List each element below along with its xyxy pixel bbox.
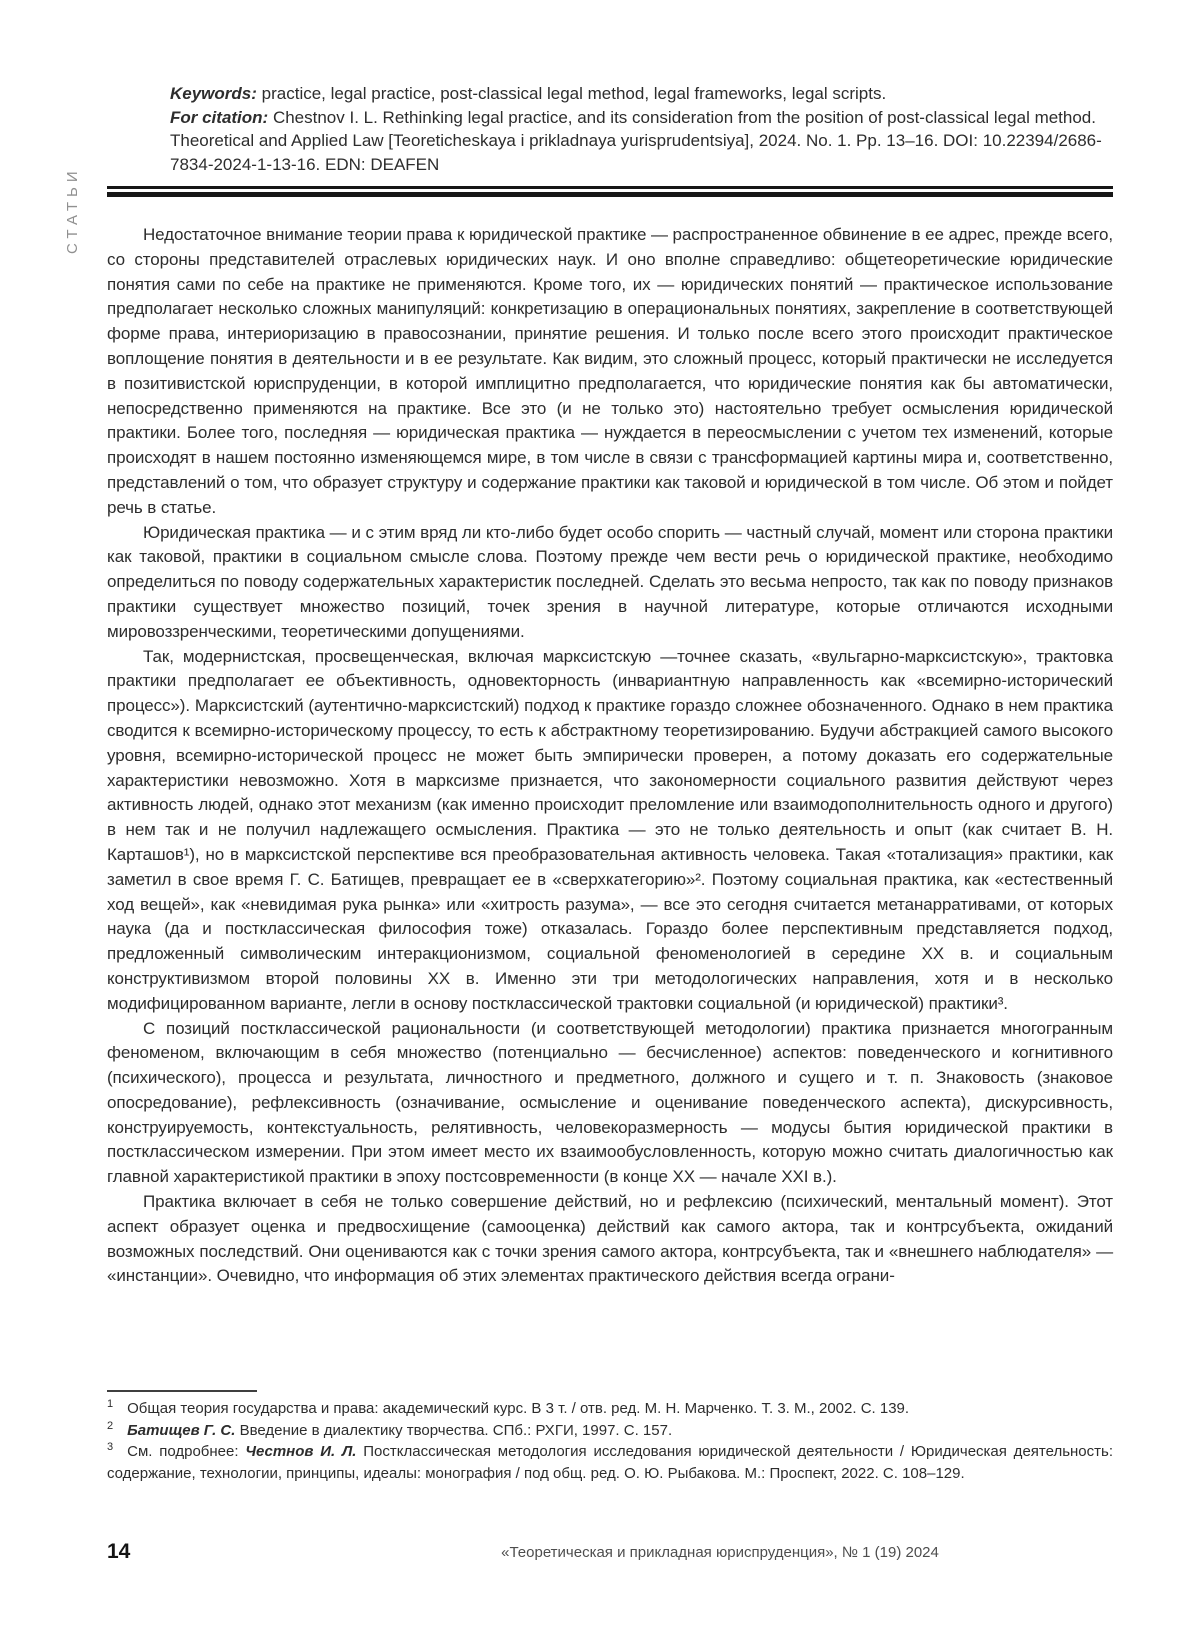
footnote (107, 1420, 1113, 1442)
footnote-marker: 2 (107, 1419, 114, 1432)
footnote-separator-line (107, 1390, 257, 1392)
citation-text: Chestnov I. L. Rethinking legal practice, and its consideration from the position of post-classical legal method. Theoretical and Applied Law [Teoreticheskaya i prikladnaya yurisprudentsiya], 2024. No. 1. Pp. 13–16. DOI: 10.22394/2686-7834-2024-1-13-16. EDN: DEAFEN (170, 107, 1102, 174)
section-label-vertical: СТАТЬИ (64, 166, 81, 254)
keywords-line (170, 82, 1113, 106)
citation-line (170, 106, 1113, 177)
page-content (107, 0, 1113, 1289)
article-body (107, 223, 1113, 1289)
footnote-prefix: См. подробнее: (127, 1443, 246, 1461)
page-number: 14 (107, 1540, 131, 1563)
footnote-text: Постклассическая методология исследования юридической деятельности / Юридическая деятельность: содержание, технологии, принципы, идеалы: монография / под общ. ред. О. Ю. Рыбакова. М.: Проспект, 2022. С. 108–129. (107, 1443, 1113, 1482)
footnotes-list (107, 1398, 1113, 1484)
footnote (107, 1398, 1113, 1420)
keywords-text: practice, legal practice, post-classical legal method, legal frameworks, legal scripts. (256, 84, 887, 103)
body-paragraph: Юридическая практика — и с этим вряд ли кто-либо будет особо спорить — частный случай, момент или сторона практики как таковой, практики в социальном смысле слова. Поэтому прежде чем вести речь о юридической практике, необходимо определиться по поводу содержательных характеристик последней. Сделать это весьма непросто, так как по поводу признаков практики существует множество позиций, точек зрения в научной литературе, которые отличаются исходными мировоззренческими, теоретическими допущениями. (107, 522, 1113, 641)
double-rule-divider (107, 186, 1113, 197)
journal-footer-line: «Теоретическая и прикладная юриспруденция», № 1 (19) 2024 (501, 1544, 939, 1561)
body-paragraph: Практика включает в себя не только совершение действий, но и рефлексию (психический, ментальный момент). Этот аспект образует оценка и предвосхищение (самооценка) действий как самого актора, так и контрсубъекта, ожиданий возможных последствий. Они оцениваются как с точки зрения самого актора, контрсубъекта, так и «внешнего наблюдателя» — «инстанции». Очевидно, что информация об этих элементах практического действия всегда ограни- (107, 1192, 1113, 1286)
body-paragraph: Так, модернистская, просвещенческая, включая марксистскую —точнее сказать, «вульгарно-марксистскую», трактовка практики предполагает ее объективность, одновекторность (инвариантную направленность как «всемирно-исторический процесс»). Марксистский (аутентично-марксистский) подход к практике гораздо сложнее обозначенного. Однако в нем практика сводится к всемирно-историческому процессу, то есть к абстрактному теоретизированию. Будучи абстракцией самого высокого уровня, всемирно-исторической процесс не может быть эмпирически проверен, а потому доказать его содержательные характеристики невозможно. Хотя в марксизме признается, что закономерности социального развития действуют через активность людей, однако этот механизм (как именно происходит преломление или взаимодополнительность одного и другого) в нем так и не получил надлежащего осмысления. Практика — это не только деятельность и опыт (как считает В. Н. Карташов¹), но в марксистской перспективе вся преобразовательная активность человека. Такая «тотализация» практики, как заметил в свое время Г. С. Батищев, превращает ее в «сверхкатегорию»². Поэтому социальная практика, как «естественный ход вещей», как «невидимая рука рынка» или «хитрость разума», — все это сегодня считается метанарративами, от которых наука (да и постклассическая философия тоже) отказалась. Гораздо более перспективным представляется подход, предложенный символическим интеракционизмом, социальной феноменологией в середине XX в. и социальным конструктивизмом второй половины XX в. Именно эти три методологических направления, хотя и в несколько модифицированном варианте, легли в основу постклассической трактовки социальной (и юридической) практики³. (107, 646, 1113, 1013)
footnote-author: Батищев Г. С. (127, 1421, 236, 1439)
page-footer (0, 1540, 1200, 1580)
footnote-area (107, 1390, 1113, 1484)
footnote-author: Честнов И. Л. (245, 1443, 357, 1461)
footnote-text: Введение в диалектику творчества. СПб.: РХГИ, 1997. С. 157. (235, 1421, 673, 1439)
footnote-marker: 3 (107, 1441, 114, 1454)
citation-label: For citation: (170, 107, 269, 127)
footnote (107, 1441, 1113, 1484)
footnote-text: Общая теория государства и права: академический курс. В 3 т. / отв. ред. М. Н. Марченко. Т. 3. М., 2002. С. 139. (127, 1400, 910, 1417)
keywords-label: Keywords: (170, 84, 257, 103)
body-paragraph: Недостаточное внимание теории права к юридической практике — распространенное обвинение в ее адрес, прежде всего, со стороны представителей отраслевых юридических наук. И оно вполне справедливо: общетеоретические юридические понятия сами по себе на практике не применяются. Кроме того, их — юридических понятий — практическое использование предполагает несколько сложных манипуляций: конкретизацию в операциональных понятиях, закрепление в соответствующей форме права, интериоризацию в правосознании, принятие решения. И только после всего этого происходит практическое воплощение понятия в деятельности и в ее результате. Как видим, это сложный процесс, который практически не исследуется в позитивистской юриспруденции, в которой имплицитно предполагается, что юридические понятия как бы автоматически, непосредственно применяются на практике. Все это (и не только это) настоятельно требует осмысления юридической практики. Более того, последняя — юридическая практика — нуждается в переосмыслении с учетом тех изменений, которые происходят в нашем постоянно изменяющемся мире, в том числе в связи с трансформацией картины мира и, соответственно, представлений о том, что образует структуру и содержание практики как таковой и юридической в том числе. Об этом и пойдет речь в статье. (107, 225, 1113, 517)
divider-bottom-line (107, 192, 1113, 197)
article-meta-block (107, 82, 1113, 176)
body-paragraph: С позиций постклассической рациональности (и соответствующей методологии) практика признается многогранным феноменом, включающим в себя множество (потенциально — бесчисленное) аспектов: поведенческого и когнитивного (психического), процесса и результата, личностного и предметного, должного и сущего и т. п. Знаковость (знаковое опосредование), рефлексивность (означивание, осмысление и оценивание поведенческого аспекта), дискурсивность, конструируемость, контекстуальность, релятивность, человекоразмерность — модусы бытия юридической практики в постклассическом измерении. При этом имеет место их взаимообусловленность, которую можно считать диалогичностью как главной характеристикой практики в эпоху постсовременности (в конце XX — начале XXI в.). (107, 1018, 1113, 1187)
footnote-marker: 1 (107, 1398, 114, 1410)
